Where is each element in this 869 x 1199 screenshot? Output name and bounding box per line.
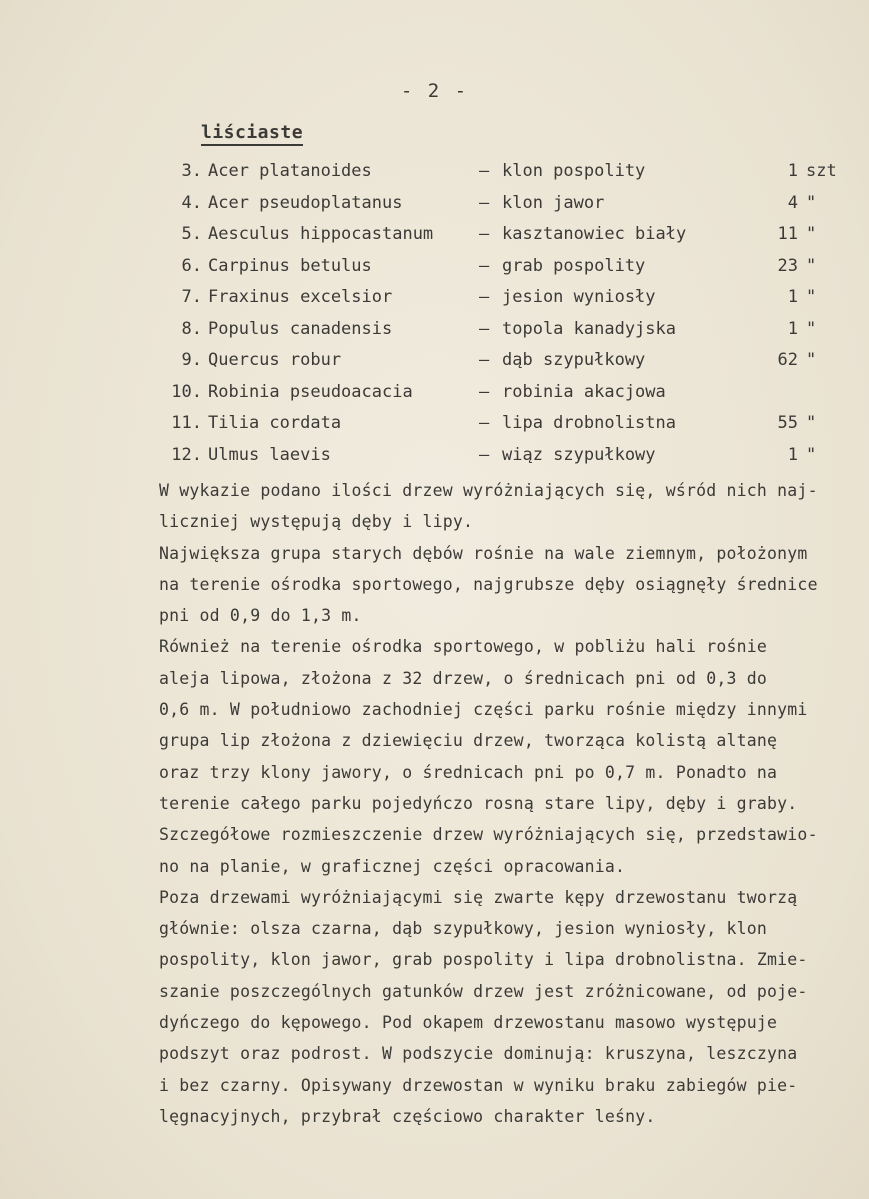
tree-count: 1	[787, 287, 798, 307]
tree-polish-name: klon pospolity	[502, 161, 646, 181]
tree-polish-name: lipa drobnolistna	[502, 413, 676, 433]
tree-row	[0, 382, 869, 410]
dash-separator: –	[479, 318, 490, 339]
tree-unit: "	[806, 287, 817, 307]
text-line: oraz trzy klony jawory, o średnicach pni po 0,7 m. Ponadto na	[159, 762, 778, 782]
tree-count: 11	[777, 224, 798, 244]
text-line: podszyt oraz podrost. W podszycie dominują: kruszyna, leszczyna	[159, 1044, 798, 1064]
text-line: Szczegółowe rozmieszczenie drzew wyróżniających się, przedstawio-	[159, 825, 818, 845]
tree-count: 4	[787, 192, 798, 213]
tree-latin-name: Carpinus betulus	[208, 255, 372, 276]
tree-count: 23	[777, 255, 798, 276]
section-heading: liściaste	[201, 122, 303, 146]
tree-unit: szt	[806, 161, 837, 181]
dash-separator: –	[479, 413, 490, 433]
tree-count: 1	[787, 161, 798, 181]
tree-polish-name: topola kanadyjska	[502, 318, 676, 339]
tree-number: 5.	[181, 224, 202, 244]
text-line: W wykazie podano ilości drzew wyróżniających się, wśród nich naj-	[159, 481, 818, 500]
tree-latin-name: Acer platanoides	[208, 161, 372, 181]
text-line: 0,6 m. W południowo zachodniej części parku rośnie między innymi	[159, 700, 808, 720]
text-line: głównie: olsza czarna, dąb szypułkowy, jesion wyniosły, klon	[159, 919, 768, 939]
tree-unit: "	[806, 444, 817, 465]
tree-count: 55	[777, 413, 798, 433]
text-line: pospolity, klon jawor, grab pospolity i lipa drobnolistna. Zmie-	[159, 950, 808, 970]
tree-latin-name: Tilia cordata	[208, 413, 342, 433]
tree-latin-name: Robinia pseudoacacia	[208, 381, 413, 402]
tree-latin-name: Ulmus laevis	[208, 444, 331, 465]
tree-polish-name: klon jawor	[502, 192, 605, 213]
tree-unit: "	[806, 350, 817, 370]
text-line: Również na terenie ośrodka sportowego, w pobliżu hali rośnie	[159, 637, 768, 657]
tree-number: 12.	[171, 444, 202, 465]
text-line: terenie całego parku pojedyńczo rosną stare lipy, dęby i graby.	[159, 793, 798, 813]
tree-latin-name: Populus canadensis	[208, 318, 393, 339]
tree-polish-name: dąb szypułkowy	[502, 350, 646, 370]
tree-unit: "	[806, 192, 817, 213]
tree-number: 11.	[171, 413, 202, 433]
page-number: - 2 -	[400, 80, 469, 102]
tree-number: 10.	[171, 381, 202, 402]
tree-latin-name: Fraxinus excelsior	[208, 287, 393, 307]
tree-number: 3.	[181, 161, 202, 181]
tree-number: 9.	[181, 350, 202, 370]
tree-unit: "	[806, 318, 817, 339]
tree-polish-name: kasztanowiec biały	[502, 224, 687, 244]
tree-row	[0, 224, 869, 252]
tree-polish-name: grab pospolity	[502, 255, 646, 276]
tree-latin-name: Aesculus hippocastanum	[208, 224, 434, 244]
tree-latin-name: Acer pseudoplatanus	[208, 192, 403, 213]
tree-polish-name: wiąz szypułkowy	[502, 444, 656, 465]
text-line: grupa lip złożona z dziewięciu drzew, tworząca kolistą altanę	[159, 731, 778, 751]
text-line: i bez czarny. Opisywany drzewostan w wyniku braku zabiegów pie-	[159, 1075, 798, 1095]
tree-polish-name: robinia akacjowa	[502, 381, 666, 402]
dash-separator: –	[479, 350, 490, 370]
text-line: Największa grupa starych dębów rośnie na wale ziemnym, położonym	[159, 543, 808, 563]
tree-row	[0, 256, 869, 284]
dash-separator: –	[479, 224, 490, 244]
tree-count: 1	[787, 318, 798, 339]
dash-separator: –	[479, 287, 490, 307]
dash-separator: –	[479, 161, 490, 181]
tree-row	[0, 319, 869, 347]
tree-count: 1	[787, 444, 798, 465]
text-line: pni od 0,9 do 1,3 m.	[159, 606, 362, 626]
tree-row	[0, 161, 869, 189]
tree-number: 4.	[181, 192, 202, 213]
text-line: szanie poszczególnych gatunków drzew jest zróżnicowane, od poje-	[159, 981, 808, 1001]
tree-row	[0, 445, 869, 473]
tree-unit: "	[806, 413, 817, 433]
tree-polish-name: jesion wyniosły	[502, 287, 656, 307]
dash-separator: –	[479, 255, 490, 276]
tree-row	[0, 287, 869, 315]
dash-separator: –	[479, 192, 490, 213]
tree-number: 7.	[181, 287, 202, 307]
body-text	[159, 481, 859, 1138]
text-line: aleja lipowa, złożona z 32 drzew, o średnicach pni od 0,3 do	[159, 668, 768, 688]
tree-number: 6.	[181, 255, 202, 276]
tree-number: 8.	[181, 318, 202, 339]
tree-count: 62	[777, 350, 798, 370]
text-line: dyńczego do kępowego. Pod okapem drzewostanu masowo występuje	[159, 1013, 778, 1033]
text-line: lęgnacyjnych, przybrał częściowo charakter leśny.	[159, 1106, 656, 1126]
tree-unit: "	[806, 224, 817, 244]
tree-unit: "	[806, 255, 817, 276]
dash-separator: –	[479, 381, 490, 402]
tree-row	[0, 413, 869, 441]
tree-latin-name: Quercus robur	[208, 350, 342, 370]
text-line: na terenie ośrodka sportowego, najgrubsze dęby osiągnęły średnice	[159, 574, 818, 594]
dash-separator: –	[479, 444, 490, 465]
text-line: no na planie, w graficznej części opracowania.	[159, 856, 626, 876]
tree-row	[0, 193, 869, 221]
text-line: Poza drzewami wyróżniającymi się zwarte kępy drzewostanu tworzą	[159, 887, 798, 907]
tree-row	[0, 350, 869, 378]
text-line: liczniej występują dęby i lipy.	[159, 512, 474, 532]
